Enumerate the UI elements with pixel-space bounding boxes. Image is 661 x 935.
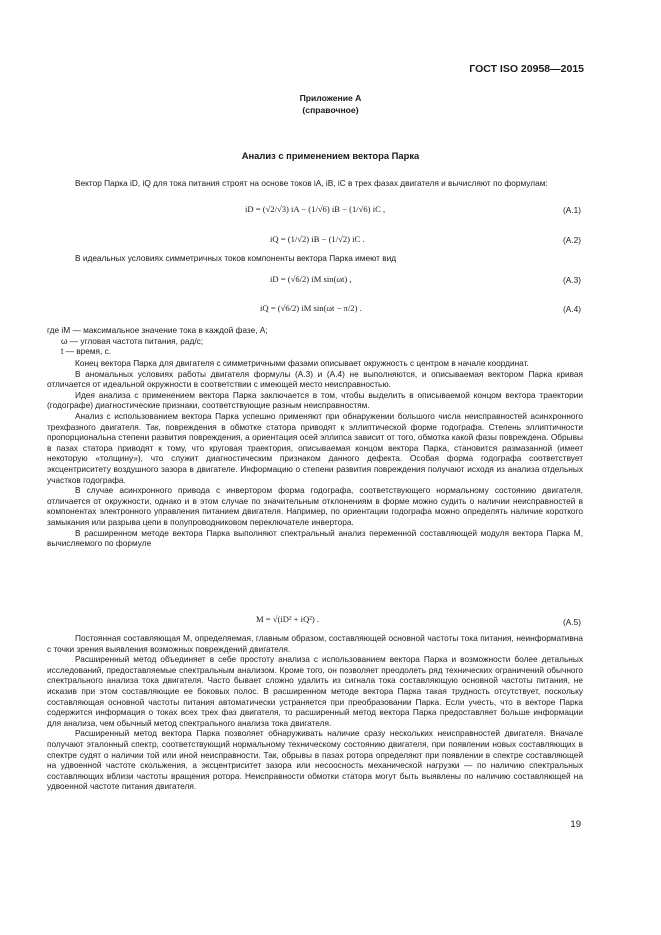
definition-im: где iM — максимальное значение тока в каждой фазе, А; xyxy=(47,325,268,335)
equation-number-a2: (A.2) xyxy=(563,235,581,245)
paragraph: Анализ с использованием вектора Парка успешно применяют при обнаружении большого числа неисправностей асинхронного трехфазного двигателя. Так, повреждения в обмотке статора приводят к эллиптической форме годографа. Степень эллиптичности пропорциональна степени развития повреждения, а ориентация осей эллипса зависит от того, обмотка какой фазы повреждена. Обрывы в пазах статора приводят к тому, что круговая траектория, описываемая концом вектора Парка, становится размазанной (имеет некоторую «толщину»), что служит диагностическим признаком данного дефекта. Особая форма годографа соответствует эксцентриситету воздушного зазора в двигателе. Информацию о степени развития повреждения получают исходя из анализа отдельных участков годографа. xyxy=(47,410,583,485)
appendix-heading xyxy=(0,92,661,116)
equation-a4: iQ = (√6/2) iM sin(ωt − π/2) . xyxy=(260,303,362,313)
body-text-1 xyxy=(47,358,583,549)
paragraph: В случае асинхронного привода с инвертором форма годографа, соответствующего нормальному состоянию двигателя, отличается от окружности, однако и в этом случае по значительным отклонениям в форме можно судить о наличии неисправностей в компонентах электронного управления питанием двигателя. Например, по ориентации годографа можно определять наличие короткого замыкания или разрыва цепи в полупроводниковом переключателе инвертора. xyxy=(47,485,583,527)
definition-omega: ω — угловая частота питания, рад/с; xyxy=(61,335,204,346)
appendix-subtitle: (справочное) xyxy=(302,105,359,115)
equation-a2: iQ = (1/√2) iB − (1/√2) iC . xyxy=(270,234,365,244)
ideal-conditions-paragraph: В идеальных условиях симметричных токов компоненты вектора Парка имеют вид xyxy=(75,253,397,263)
equation-a5: M = √(iD² + iQ²) . xyxy=(256,614,320,624)
equation-number-a3: (A.3) xyxy=(563,275,581,285)
section-title: Анализ с применением вектора Парка xyxy=(241,150,420,161)
variable-definitions xyxy=(47,325,268,357)
equation-a3: iD = (√6/2) iM sin(ωt) , xyxy=(270,274,352,284)
equation-a1: iD = (√2/√3) iA − (1/√6) iB − (1/√6) iC , xyxy=(245,204,386,214)
equation-number-a5: (A.5) xyxy=(563,617,581,627)
standard-header: ГОСТ ISO 20958—2015 xyxy=(469,63,584,75)
paragraph: В аномальных условиях работы двигателя формулы (А.3) и (А.4) не выполняются, и описываемая вектором Парка кривая отличается от идеальной окружности в соответствии с имеющей место неисправностью. xyxy=(47,368,583,390)
equation-number-a4: (A.4) xyxy=(563,304,581,314)
paragraph: Расширенный метод вектора Парка позволяет обнаруживать наличие сразу нескольких неисправностей двигателя. Вначале получают эталонный спектр, соответствующий нормальному техническому состоянию двигателя, при появлении новых составляющих в спектре судят о наличии той или иной неисправности. Так, обрывы в пазах ротора определяют при появлении в спектре составляющей на удвоенной частоте скольжения, а эксцентриситет зазора или несоосность механической нагрузки — по наличию спектральных составляющих вблизи частоты вращения ротора. Неисправности обмотки статора могут быть выявлены по наличию составляющей на удвоенной частоте питания двигателя. xyxy=(47,728,583,792)
paragraph: Конец вектора Парка для двигателя с симметричными фазами описывает окружность с центром в начале координат. xyxy=(75,358,529,368)
paragraph: Постоянная составляющая M, определяемая, главным образом, составляющей основной частоты тока питания, неинформативна с точки зрения выявления возможных повреждений двигателя. xyxy=(47,633,583,654)
paragraph: Идея анализа с применением вектора Парка заключается в том, чтобы выделить в описываемой концом вектора траектории (годографе) диагностические признаки, соответствующие разным неисправностям. xyxy=(47,389,583,411)
paragraph: В расширенном методе вектора Парка выполняют спектральный анализ переменной составляющей модуля вектора Парка M, вычисляемого по формуле xyxy=(47,527,583,549)
equation-number-a1: (A.1) xyxy=(563,205,581,215)
body-text-2 xyxy=(47,633,583,792)
definition-t: t — время, с. xyxy=(61,346,112,357)
page-number: 19 xyxy=(570,819,581,830)
appendix-title: Приложение А xyxy=(299,93,362,103)
intro-paragraph: Вектор Парка iD, iQ для тока питания строят на основе токов iA, iB, iC в трех фазах двигателя и вычисляют по формулам: xyxy=(75,178,548,188)
paragraph: Расширенный метод объединяет в себе простоту анализа с использованием вектора Парка и возможности более детальных исследований, предоставляемые спектральным анализом. Кроме того, он позволяет преодолеть ряд технических ограничений обычного спектрального анализа тока двигателя. Часто бывает сложно удалить из сигнала тока составляющую основной частоты питания, не исказив при этом составляющие ее боковых полос. В расширенном методе вектора Парка такая трудность отсутствует, поскольку составляющая основной частоты питания автоматически устраняется при преобразовании Парка. Если учесть, что в векторе Парка содержится информация о токах всех трех фаз двигателя, то расширенный метод вектора Парка предоставляет больше информации для анализа, чем обычный метод спектрального анализа тока двигателя. xyxy=(47,654,583,728)
